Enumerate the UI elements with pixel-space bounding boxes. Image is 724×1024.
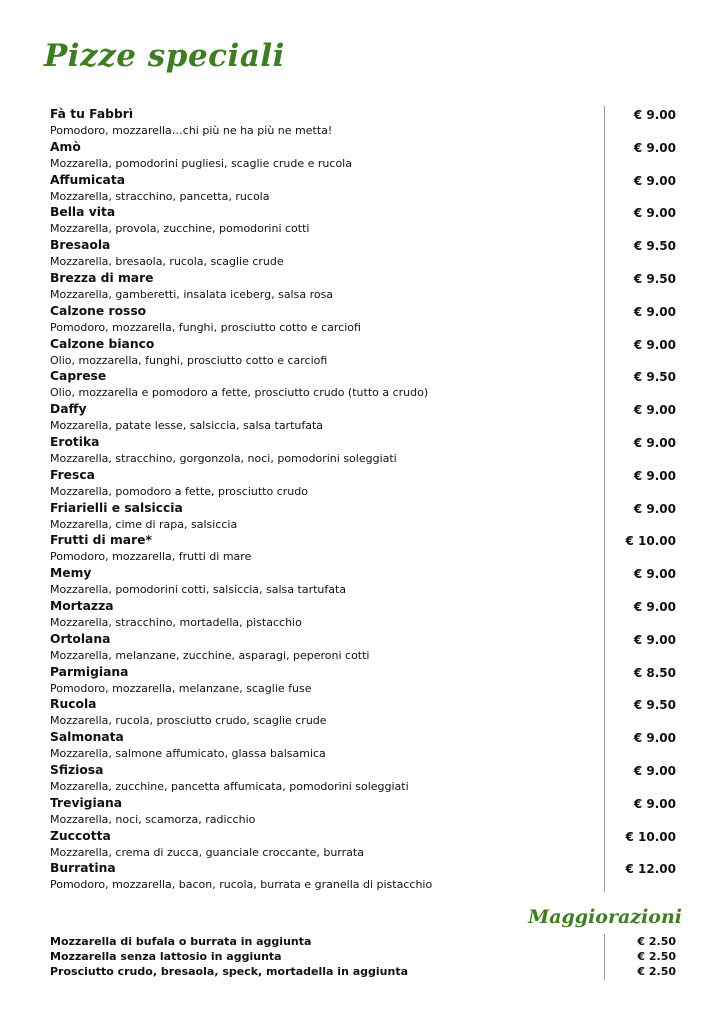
page-title: Pizze speciali: [44, 38, 285, 74]
menu-item-description: Pomodoro, mozzarella, bacon, rucola, burrata e granella di pistacchio: [50, 878, 433, 892]
menu-item: [50, 237, 680, 270]
menu-item: [50, 434, 680, 467]
menu-item-name: Fresca: [50, 467, 95, 482]
menu-item-price: € 9.00: [633, 599, 676, 614]
menu-item: [50, 729, 680, 762]
menu-item-description: Mozzarella, rucola, prosciutto crudo, scaglie crude: [50, 714, 327, 728]
menu-item: [50, 467, 680, 500]
menu-item-price: € 9.00: [633, 632, 676, 647]
menu-item-description: Mozzarella, pomodorini cotti, salsiccia, salsa tartufata: [50, 583, 347, 597]
menu-item-description: Mozzarella, salmone affumicato, glassa balsamica: [50, 747, 326, 761]
menu-item-description: Olio, mozzarella e pomodoro a fette, prosciutto crudo (tutto a crudo): [50, 386, 429, 400]
menu-item: [50, 336, 680, 369]
menu-item: [50, 696, 680, 729]
menu-item-name: Frutti di mare*: [50, 533, 152, 548]
menu-item: [50, 106, 680, 139]
menu-item-description: Pomodoro, mozzarella…chi più ne ha più ne metta!: [50, 124, 333, 137]
menu-item: [50, 172, 680, 205]
menu-item-name: Trevigiana: [50, 795, 123, 810]
menu-item-name: Sfiziosa: [50, 762, 104, 777]
menu-item-price: € 9.00: [633, 108, 676, 122]
extra-item-name: Mozzarella senza lattosio in aggiunta: [50, 950, 282, 963]
menu-item-price: € 9.00: [633, 435, 676, 450]
menu-item-description: Mozzarella, pomodoro a fette, prosciutto crudo: [50, 484, 308, 498]
menu-item-name: Mortazza: [50, 598, 114, 613]
menu-item-price: € 9.00: [633, 796, 676, 811]
menu-item-description: Mozzarella, provola, zucchine, pomodorini cotti: [50, 222, 310, 236]
menu-item-name: Erotika: [50, 434, 100, 449]
menu-item-name: Rucola: [50, 697, 97, 712]
menu-item-price: € 9.00: [633, 567, 676, 582]
extra-item: [50, 935, 680, 950]
menu-item: [50, 631, 680, 664]
menu-item-name: Bresaola: [50, 238, 111, 253]
menu-item: [50, 828, 680, 861]
menu-item-name: Burratina: [50, 861, 116, 876]
menu-item: [50, 270, 680, 303]
menu-item-description: Mozzarella, melanzane, zucchine, asparagi, peperoni cotti: [50, 648, 370, 662]
menu-item: [50, 532, 680, 565]
menu-item-description: Mozzarella, cime di rapa, salsiccia: [50, 517, 238, 531]
menu-item-description: Mozzarella, noci, scamorza, radicchio: [50, 812, 256, 826]
menu-item-price: € 9.00: [633, 173, 676, 188]
extra-item-name: Prosciutto crudo, bresaola, speck, mortadella in aggiunta: [50, 965, 409, 978]
menu-item-price: € 9.00: [633, 731, 676, 746]
menu-item-name: Calzone bianco: [50, 336, 155, 351]
menu-item: [50, 303, 680, 336]
menu-item-price: € 9.50: [633, 271, 676, 286]
menu-item-name: Calzone rosso: [50, 303, 147, 318]
menu-item-price: € 9.00: [633, 304, 676, 319]
extra-item: [50, 950, 680, 965]
menu-item-description: Mozzarella, bresaola, rucola, scaglie crude: [50, 255, 284, 269]
extra-item-price: € 2.50: [637, 950, 676, 963]
menu-item-description: Mozzarella, gamberetti, insalata iceberg, salsa rosa: [50, 287, 334, 301]
menu-item-description: Pomodoro, mozzarella, melanzane, scaglie fuse: [50, 681, 312, 695]
menu-item-price: € 10.00: [625, 534, 676, 549]
menu-item-price: € 9.00: [633, 140, 676, 155]
pizza-menu-list: [50, 106, 680, 893]
menu-item-name: Ortolana: [50, 631, 111, 646]
menu-item-name: Memy: [50, 566, 92, 581]
menu-item-description: Olio, mozzarella, funghi, prosciutto cotto e carciofi: [50, 353, 328, 367]
menu-item-name: Fà tu Fabbrì: [50, 107, 134, 121]
menu-item-name: Friarielli e salsiccia: [50, 500, 183, 515]
menu-item: [50, 795, 680, 828]
menu-item: [50, 565, 680, 598]
menu-item: [50, 401, 680, 434]
menu-item-price: € 9.00: [633, 337, 676, 352]
menu-item-description: Mozzarella, patate lesse, salsiccia, salsa tartufata: [50, 419, 324, 433]
menu-item-price: € 9.00: [633, 206, 676, 221]
menu-item-name: Bella vita: [50, 205, 116, 220]
extra-item: [50, 965, 680, 980]
menu-item-price: € 9.00: [633, 501, 676, 516]
extra-item-price: € 2.50: [637, 935, 676, 948]
menu-item-price: € 9.50: [633, 698, 676, 713]
menu-item: [50, 204, 680, 237]
menu-item-price: € 12.00: [625, 862, 676, 877]
menu-item: [50, 762, 680, 795]
extra-item-name: Mozzarella di bufala o burrata in aggiunta: [50, 935, 312, 948]
menu-item-price: € 8.50: [633, 665, 676, 680]
menu-item-description: Mozzarella, stracchino, gorgonzola, noci, pomodorini soleggiati: [50, 451, 397, 465]
menu-item: [50, 368, 680, 401]
menu-item-price: € 9.00: [633, 468, 676, 483]
menu-item-price: € 9.50: [633, 370, 676, 385]
menu-item-price: € 9.00: [633, 763, 676, 778]
menu-item: [50, 598, 680, 631]
menu-item-description: Mozzarella, crema di zucca, guanciale croccante, burrata: [50, 845, 364, 859]
menu-item-name: Brezza di mare: [50, 270, 154, 285]
menu-item-price: € 9.00: [633, 403, 676, 418]
menu-item: [50, 139, 680, 172]
menu-item-description: Pomodoro, mozzarella, funghi, prosciutto cotto e carciofi: [50, 320, 361, 334]
menu-item-description: Mozzarella, pomodorini pugliesi, scaglie crude e rucola: [50, 156, 352, 170]
menu-item-description: Pomodoro, mozzarella, frutti di mare: [50, 550, 252, 564]
extras-title: Maggiorazioni: [528, 906, 682, 928]
menu-item-name: Salmonata: [50, 730, 124, 745]
menu-item-description: Mozzarella, stracchino, mortadella, pistacchio: [50, 615, 302, 629]
extras-list: [50, 935, 680, 980]
menu-item-name: Caprese: [50, 369, 107, 384]
menu-item-name: Affumicata: [50, 172, 126, 187]
extra-item-price: € 2.50: [637, 965, 676, 978]
menu-item: [50, 860, 680, 893]
menu-item-price: € 10.00: [625, 829, 676, 844]
menu-item-name: Parmigiana: [50, 664, 129, 679]
menu-item: [50, 664, 680, 697]
menu-item-name: Zuccotta: [50, 828, 111, 843]
menu-item-name: Amò: [50, 139, 81, 154]
menu-item-name: Daffy: [50, 402, 87, 417]
menu-item-price: € 9.50: [633, 239, 676, 254]
menu-item: [50, 500, 680, 533]
menu-item-description: Mozzarella, stracchino, pancetta, rucola: [50, 189, 270, 203]
menu-item-description: Mozzarella, zucchine, pancetta affumicata, pomodorini soleggiati: [50, 779, 409, 793]
